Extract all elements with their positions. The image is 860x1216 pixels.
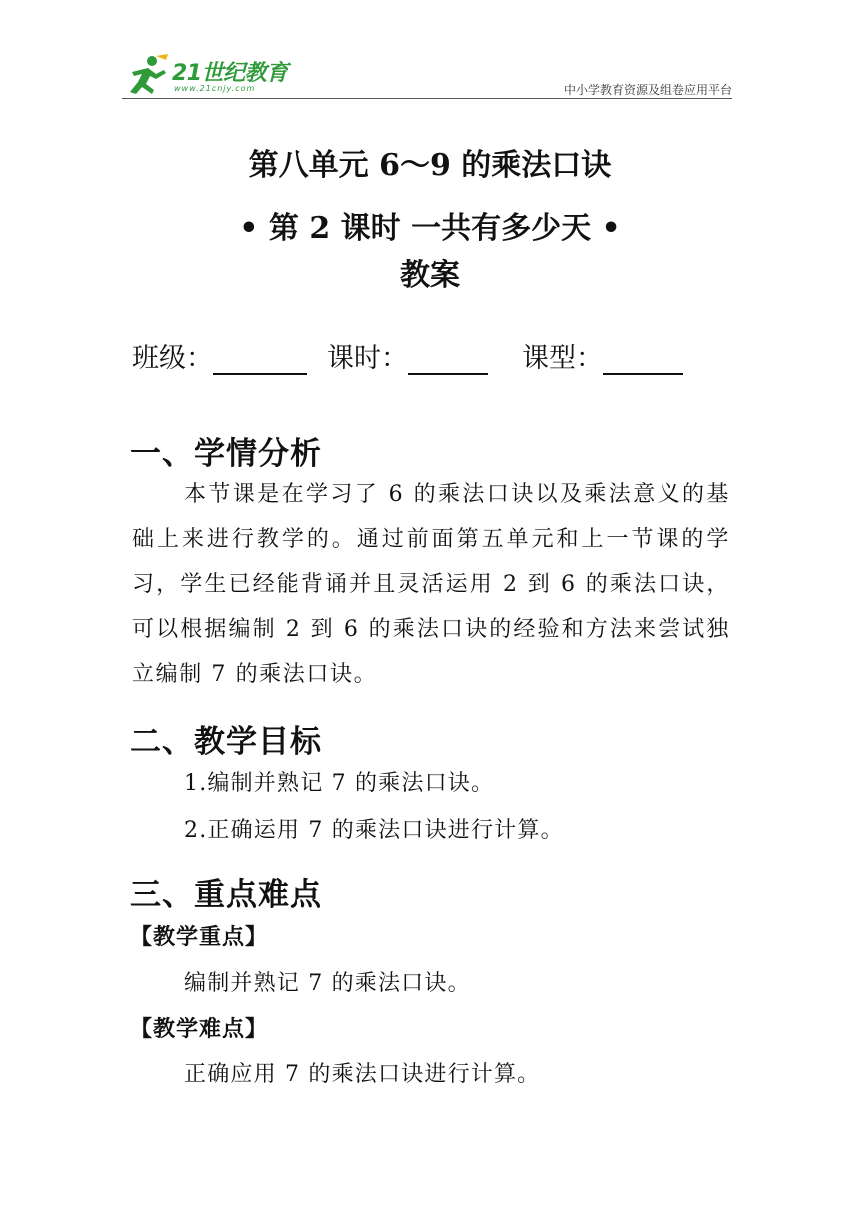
platform-tagline: 中小学教育资源及组卷应用平台 xyxy=(563,83,732,97)
logo-url: www.21cnjy.com xyxy=(174,84,256,93)
lesson-type-label: 课型： xyxy=(522,343,603,374)
lesson-title: • 第 2 课时 一共有多少天 • xyxy=(239,211,621,246)
difficulty-text: 正确应用 7 的乘法口诀进行计算。 xyxy=(184,1062,541,1087)
lesson-type-blank[interactable] xyxy=(603,343,683,375)
objective-item-2: 2.正确运用 7 的乘法口诀进行计算。 xyxy=(184,818,564,843)
period-label: 课时： xyxy=(327,343,408,374)
focus-label: 【教学重点】 xyxy=(130,924,269,950)
focus-text: 编制并熟记 7 的乘法口诀。 xyxy=(184,971,471,996)
class-label: 班级： xyxy=(132,343,213,374)
analysis-paragraph: 本节课是在学习了 6 的乘法口诀以及乘法意义的基础上来进行教学的。通过前面第五单元和上一节课的学习，学生已经能背诵并且灵活运用 2 到 6 的乘法口诀，可以根据编制 2 到 6 的乘法口诀的经验和方法来尝试独立编制 7 的乘法口诀。 xyxy=(132,482,730,687)
section-heading-analysis: 一、学情分析 xyxy=(130,436,322,472)
logo xyxy=(122,50,292,102)
doc-type-title: 教案 xyxy=(400,258,460,293)
section-heading-keypoints: 三、重点难点 xyxy=(130,877,322,913)
period-blank[interactable] xyxy=(408,343,488,375)
objective-item-1: 1.编制并熟记 7 的乘法口诀。 xyxy=(184,771,495,796)
header-divider xyxy=(122,98,732,99)
runner-logo-icon xyxy=(122,54,170,98)
logo-text: 21世纪教育 xyxy=(172,61,288,86)
class-info-row xyxy=(132,336,683,375)
class-blank[interactable] xyxy=(213,343,307,375)
section-heading-objectives: 二、教学目标 xyxy=(130,724,322,760)
unit-title: 第八单元 6～9 的乘法口诀 xyxy=(248,148,612,183)
page-header xyxy=(122,50,732,102)
difficulty-label: 【教学难点】 xyxy=(130,1016,269,1042)
